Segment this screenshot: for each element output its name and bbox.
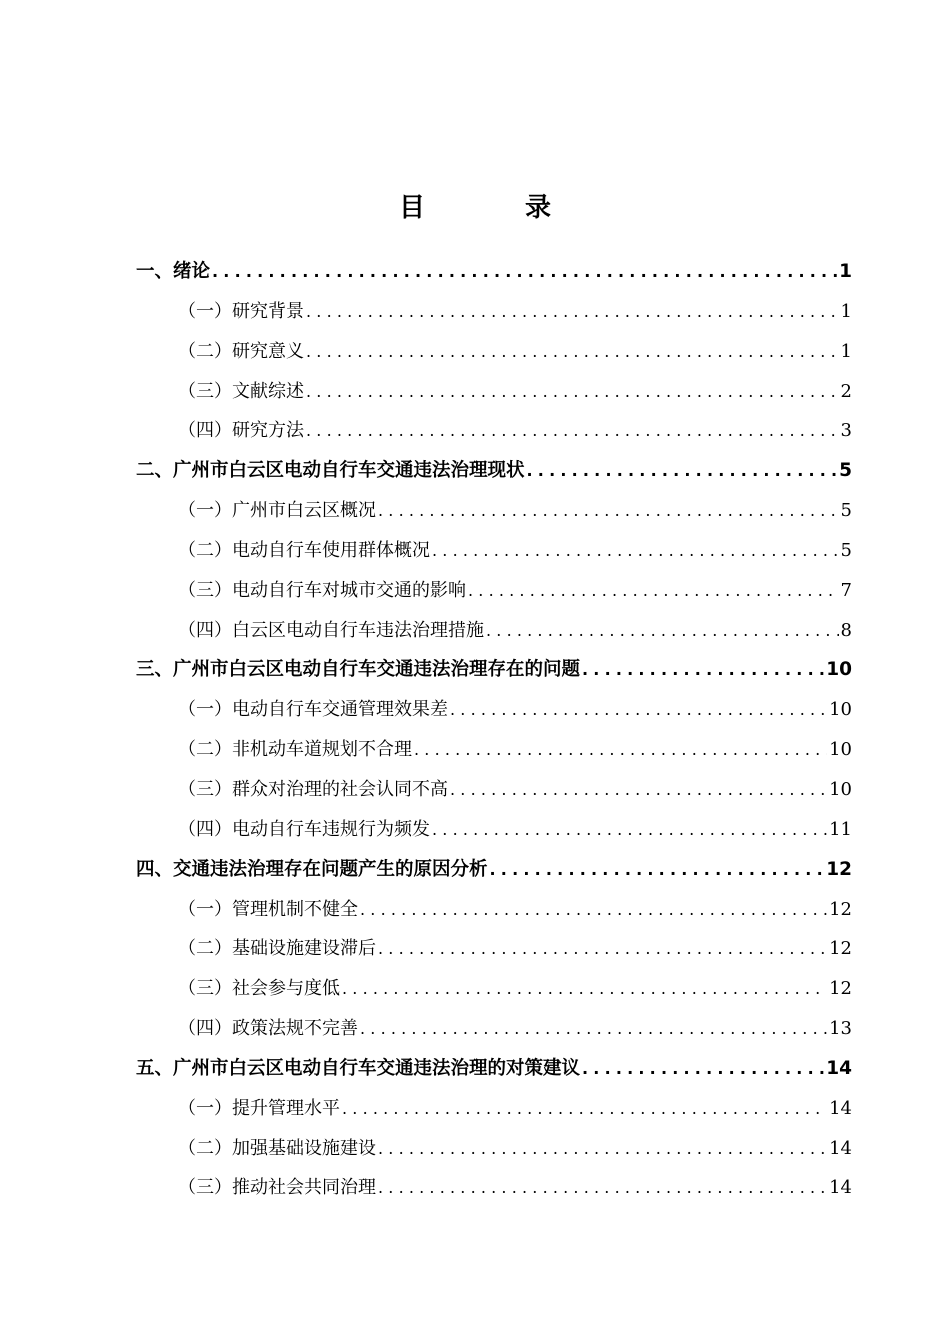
toc-dot-leader: [210, 252, 837, 292]
toc-entry-title: （一）广州市白云区概况: [178, 500, 376, 522]
toc-section-entry[interactable]: [136, 1129, 852, 1169]
toc-section-entry[interactable]: [136, 411, 852, 451]
toc-page-number: 5: [839, 460, 852, 482]
toc-dot-leader: [430, 531, 839, 571]
page-title-char-1: 目: [398, 193, 425, 223]
toc-page-number: 8: [840, 619, 852, 641]
toc-dot-leader: [430, 810, 827, 850]
toc-entry-title: （二）非机动车道规划不合理: [178, 739, 412, 761]
toc-entry-title: （四）研究方法: [178, 420, 304, 442]
toc-entry-title: （三）社会参与度低: [178, 978, 340, 1000]
toc-dot-leader: [376, 1129, 827, 1169]
toc-dot-leader: [376, 929, 827, 969]
toc-section-entry[interactable]: [136, 1009, 852, 1049]
page-title: [0, 188, 950, 228]
toc-dot-leader: [358, 890, 827, 930]
toc-entry-title: （三）电动自行车对城市交通的影响: [178, 579, 466, 601]
toc-page-number: 10: [826, 659, 852, 681]
toc-section-entry[interactable]: [136, 531, 852, 571]
toc-page-number: 1: [840, 300, 852, 322]
toc-dot-leader: [525, 451, 838, 491]
toc-entry-title: 五、广州市白云区电动自行车交通违法治理的对策建议: [136, 1057, 581, 1079]
toc-page-number: 7: [840, 579, 852, 601]
toc-entry-title: （二）研究意义: [178, 340, 304, 362]
toc-section-entry[interactable]: [136, 292, 852, 332]
toc-chapter-entry[interactable]: [136, 850, 852, 890]
toc-dot-leader: [466, 571, 839, 611]
toc-page-number: 12: [829, 938, 852, 960]
toc-page-number: 14: [829, 1097, 852, 1119]
toc-page-number: 13: [829, 1018, 852, 1040]
toc-entry-title: （三）文献综述: [178, 380, 304, 402]
toc-dot-leader: [580, 1049, 824, 1089]
toc-entry-title: （二）基础设施建设滞后: [178, 938, 376, 960]
toc-page-number: 10: [829, 699, 852, 721]
toc-dot-leader: [304, 372, 839, 412]
toc-page-number: 14: [829, 1177, 852, 1199]
toc-entry-title: （三）推动社会共同治理: [178, 1177, 376, 1199]
toc-chapter-entry[interactable]: [136, 650, 852, 690]
toc-entry-title: （四）政策法规不完善: [178, 1018, 358, 1040]
toc-entry-title: 一、绪论: [136, 261, 211, 282]
toc-section-entry[interactable]: [136, 611, 852, 651]
toc-dot-leader: [340, 969, 827, 1009]
toc-dot-leader: [448, 770, 827, 810]
toc-page-number: 1: [839, 261, 852, 282]
toc-entry-title: （二）电动自行车使用群体概况: [178, 539, 430, 561]
toc-section-entry[interactable]: [136, 969, 852, 1009]
toc-entry-title: 四、交通违法治理存在问题产生的原因分析: [136, 858, 488, 880]
toc-dot-leader: [580, 650, 824, 690]
table-of-contents: [136, 252, 852, 1208]
toc-entry-title: （一）研究背景: [178, 300, 304, 322]
page-title-char-2: 录: [525, 193, 552, 223]
toc-dot-leader: [340, 1089, 827, 1129]
toc-section-entry[interactable]: [136, 372, 852, 412]
toc-page-number: 14: [826, 1057, 852, 1079]
toc-section-entry[interactable]: [136, 690, 852, 730]
toc-dot-leader: [304, 292, 839, 332]
toc-entry-title: （四）白云区电动自行车违法治理措施: [178, 619, 484, 641]
toc-dot-leader: [304, 332, 839, 372]
toc-section-entry[interactable]: [136, 929, 852, 969]
toc-dot-leader: [448, 690, 827, 730]
toc-entry-title: （一）管理机制不健全: [178, 898, 358, 920]
toc-section-entry[interactable]: [136, 810, 852, 850]
toc-page-number: 3: [840, 420, 852, 442]
toc-chapter-entry[interactable]: [136, 252, 852, 292]
toc-dot-leader: [376, 491, 839, 531]
toc-page-number: 1: [840, 340, 852, 362]
toc-dot-leader: [412, 730, 827, 770]
toc-page-number: 12: [829, 978, 852, 1000]
toc-dot-leader: [358, 1009, 827, 1049]
toc-chapter-entry[interactable]: [136, 451, 852, 491]
toc-dot-leader: [376, 1168, 827, 1208]
toc-entry-title: 三、广州市白云区电动自行车交通违法治理存在的问题: [136, 659, 581, 681]
toc-section-entry[interactable]: [136, 332, 852, 372]
toc-dot-leader: [488, 850, 825, 890]
toc-page-number: 14: [829, 1137, 852, 1159]
toc-page-number: 2: [840, 380, 852, 402]
toc-entry-title: 二、广州市白云区电动自行车交通违法治理现状: [136, 460, 525, 482]
toc-entry-title: （二）加强基础设施建设: [178, 1137, 376, 1159]
toc-dot-leader: [304, 411, 839, 451]
toc-page-number: 10: [829, 739, 852, 761]
toc-page-number: 10: [829, 778, 852, 800]
toc-section-entry[interactable]: [136, 571, 852, 611]
toc-section-entry[interactable]: [136, 491, 852, 531]
toc-entry-title: （一）电动自行车交通管理效果差: [178, 699, 448, 721]
toc-page-number: 12: [826, 858, 852, 880]
toc-section-entry[interactable]: [136, 770, 852, 810]
toc-chapter-entry[interactable]: [136, 1049, 852, 1089]
toc-entry-title: （四）电动自行车违规行为频发: [178, 818, 430, 840]
toc-entry-title: （一）提升管理水平: [178, 1097, 340, 1119]
toc-page-number: 11: [829, 818, 852, 840]
toc-section-entry[interactable]: [136, 1089, 852, 1129]
toc-section-entry[interactable]: [136, 890, 852, 930]
toc-section-entry[interactable]: [136, 730, 852, 770]
toc-page-number: 5: [840, 539, 852, 561]
toc-section-entry[interactable]: [136, 1168, 852, 1208]
toc-page-number: 5: [840, 500, 852, 522]
toc-dot-leader: [484, 611, 839, 651]
toc-entry-title: （三）群众对治理的社会认同不高: [178, 778, 448, 800]
toc-page-number: 12: [829, 898, 852, 920]
